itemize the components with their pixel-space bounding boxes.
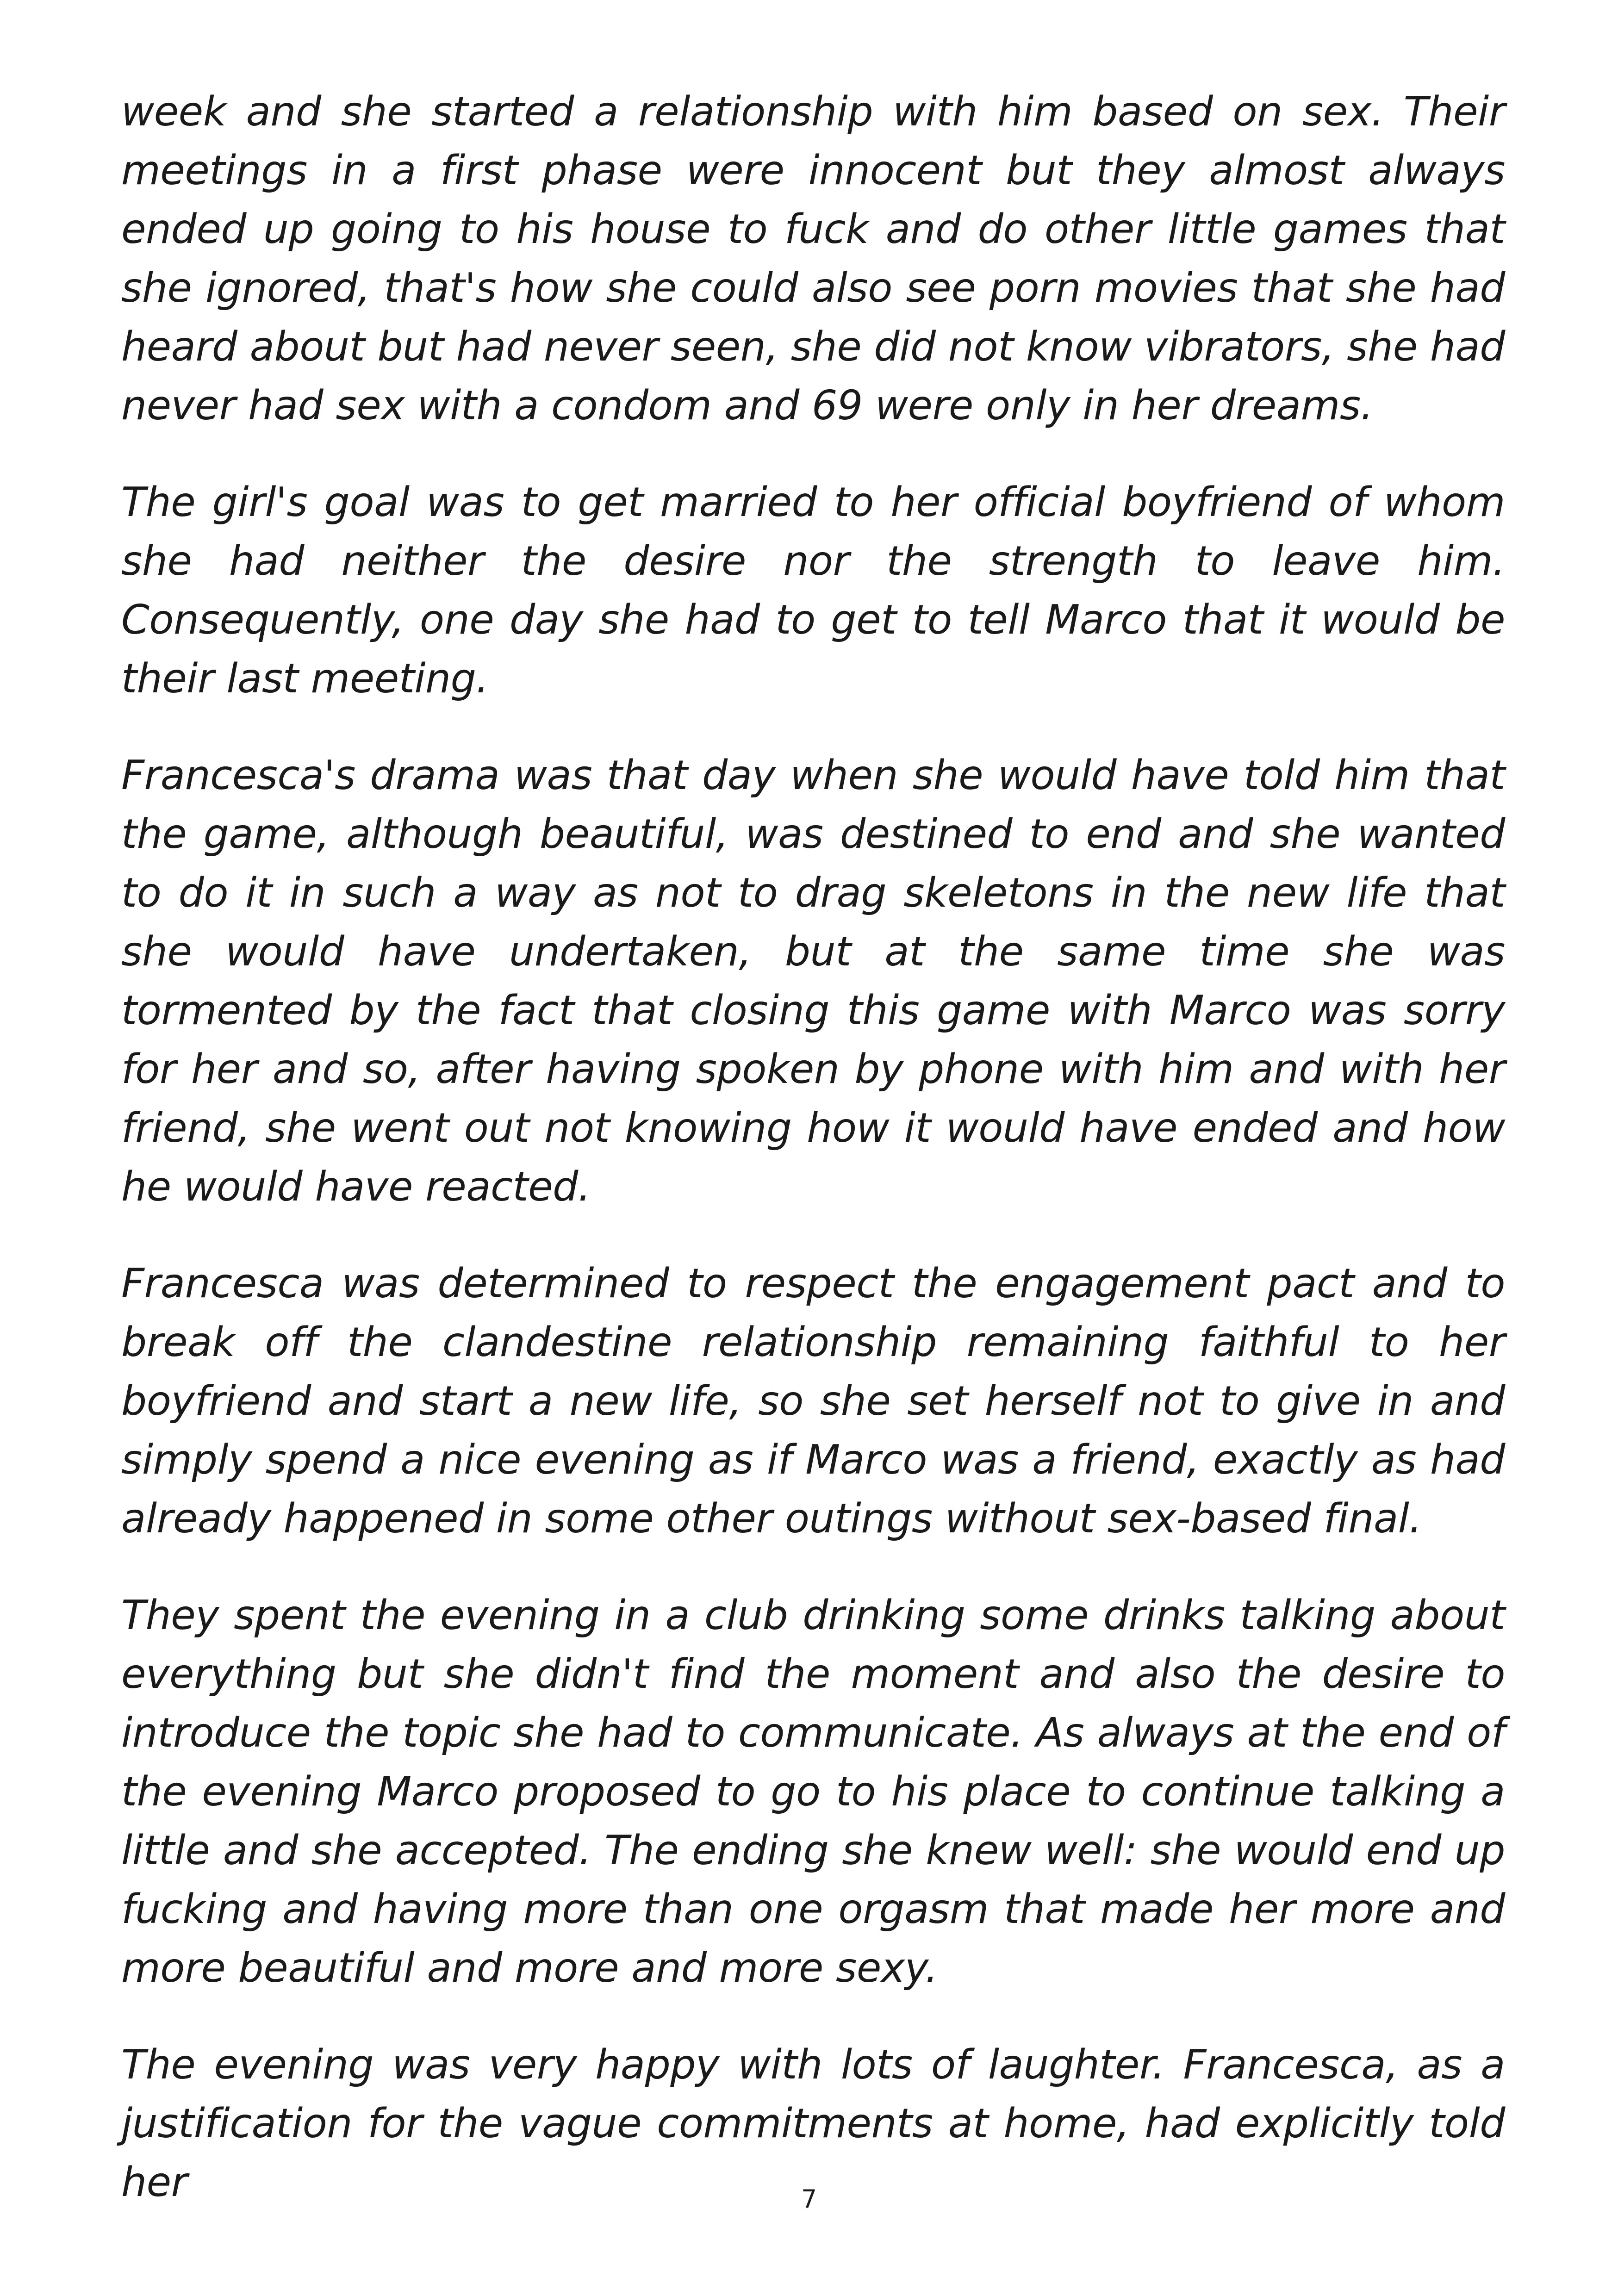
paragraph-6: The evening was very happy with lots of laughter. Francesca, as a justification for the vague commitments at home, had explicitly told her [121,2041,1505,2206]
paragraph-3: Francesca's drama was that day when she would have told him that the game, although beautiful, was destined to end and she wanted to do it in such a way as not to drag skeletons in the new life that she would have undertaken, but at the same time she was tormented by the fact that closing this game with Marco was sorry for her and so, after having spoken by phone with him and with her friend, she went out not knowing how it would have ended and how he would have reacted. [121,752,1505,1210]
paragraph-4: Francesca was determined to respect the engagement pact and to break off the clandestine relationship remaining faithful to her boyfriend and start a new life, so she set herself not to give in and simply spend a nice evening as if Marco was a friend, exactly as had already happened in some other outings without sex-based final. [121,1260,1505,1542]
paragraph-2: The girl's goal was to get married to her official boyfriend of whom she had neither the desire nor the strength to leave him. Consequently, one day she had to get to tell Marco that it would be their last meeting. [121,479,1505,702]
paragraph-5: They spent the evening in a club drinking some drinks talking about everything but she didn't find the moment and also the desire to introduce the topic she had to communicate. As always at the end of the evening Marco proposed to go to his place to continue talking a little and she accepted. The ending she knew well: she would end up fucking and having more than one orgasm that made her more and more beautiful and more and more sexy. [121,1592,1505,1991]
page-number: 7 [801,2184,817,2214]
body-text [121,82,1505,2250]
paragraph-1: week and she started a relationship with him based on sex. Their meetings in a first phase were innocent but they almost always ended up going to his house to fuck and do other little games that she ignored, that's how she could also see porn movies that she had heard about but had never seen, she did not know vibrators, she had never had sex with a condom and 69 were only in her dreams. [121,88,1505,429]
